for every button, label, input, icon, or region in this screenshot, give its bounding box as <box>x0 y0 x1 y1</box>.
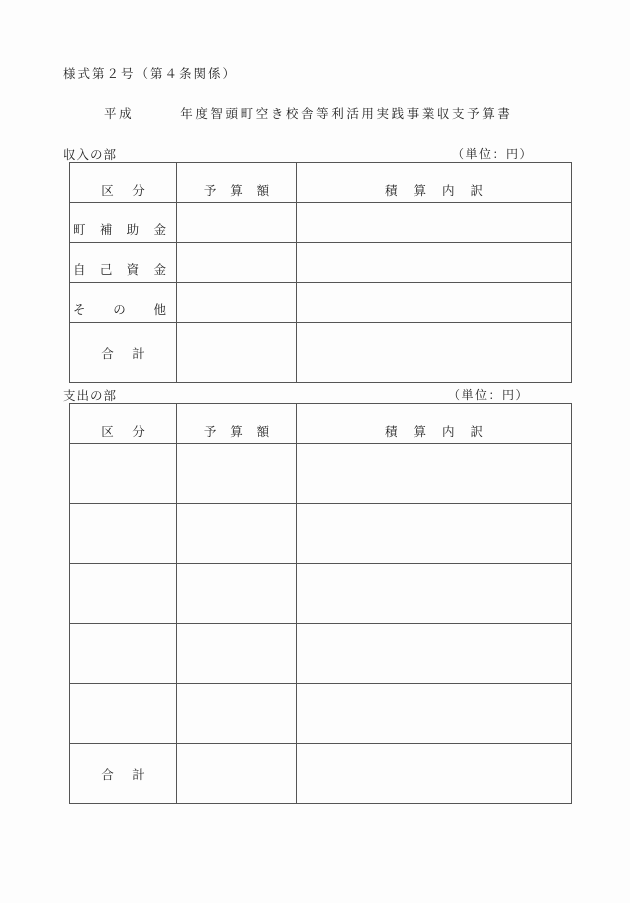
breakdown-cell[interactable] <box>297 203 572 243</box>
income-row-own-funds <box>70 243 572 283</box>
header-budget-amount: 予 算 額 <box>177 163 297 203</box>
category-cell[interactable] <box>70 624 177 684</box>
category-cell[interactable] <box>70 564 177 624</box>
income-section-label: 収入の部 <box>63 147 118 162</box>
breakdown-cell[interactable] <box>297 243 572 283</box>
breakdown-cell[interactable] <box>297 564 572 624</box>
expense-row <box>70 624 572 684</box>
income-row-town-subsidy <box>70 203 572 243</box>
income-unit-label: （単位：円） <box>452 147 534 161</box>
header-budget-amount: 予 算 額 <box>177 404 297 444</box>
amount-cell[interactable] <box>177 243 297 283</box>
breakdown-cell[interactable] <box>297 283 572 323</box>
expense-row <box>70 684 572 744</box>
title-text: 年度智頭町空き校舎等利活用実践事業収支予算書 <box>180 106 513 121</box>
document-title <box>104 104 512 122</box>
title-era: 平成 <box>104 106 135 121</box>
header-category: 区 分 <box>70 404 177 444</box>
income-row-other <box>70 283 572 323</box>
row-label: そ の 他 <box>70 283 177 323</box>
expense-row <box>70 504 572 564</box>
amount-cell[interactable] <box>177 564 297 624</box>
total-label: 合 計 <box>70 323 177 383</box>
amount-cell[interactable] <box>177 624 297 684</box>
total-breakdown-cell[interactable] <box>297 323 572 383</box>
amount-cell[interactable] <box>177 444 297 504</box>
expense-row <box>70 564 572 624</box>
amount-cell[interactable] <box>177 203 297 243</box>
header-breakdown: 積 算 内 訳 <box>297 404 572 444</box>
amount-cell[interactable] <box>177 684 297 744</box>
expense-table <box>69 403 572 804</box>
income-total-row <box>70 323 572 383</box>
form-number: 様式第２号（第４条関係） <box>63 66 238 81</box>
breakdown-cell[interactable] <box>297 684 572 744</box>
breakdown-cell[interactable] <box>297 504 572 564</box>
total-amount-cell[interactable] <box>177 323 297 383</box>
row-label: 町 補 助 金 <box>70 203 177 243</box>
expense-header-row <box>70 404 572 444</box>
breakdown-cell[interactable] <box>297 624 572 684</box>
row-label: 自 己 資 金 <box>70 243 177 283</box>
category-cell[interactable] <box>70 444 177 504</box>
expense-row <box>70 444 572 504</box>
total-amount-cell[interactable] <box>177 744 297 804</box>
header-breakdown: 積 算 内 訳 <box>297 163 572 203</box>
breakdown-cell[interactable] <box>297 444 572 504</box>
total-breakdown-cell[interactable] <box>297 744 572 804</box>
expense-unit-label: （単位：円） <box>448 388 530 402</box>
income-header-row <box>70 163 572 203</box>
total-label: 合 計 <box>70 744 177 804</box>
category-cell[interactable] <box>70 504 177 564</box>
amount-cell[interactable] <box>177 504 297 564</box>
income-table <box>69 162 572 383</box>
category-cell[interactable] <box>70 684 177 744</box>
header-category: 区 分 <box>70 163 177 203</box>
amount-cell[interactable] <box>177 283 297 323</box>
expense-section-label: 支出の部 <box>63 388 118 403</box>
expense-total-row <box>70 744 572 804</box>
